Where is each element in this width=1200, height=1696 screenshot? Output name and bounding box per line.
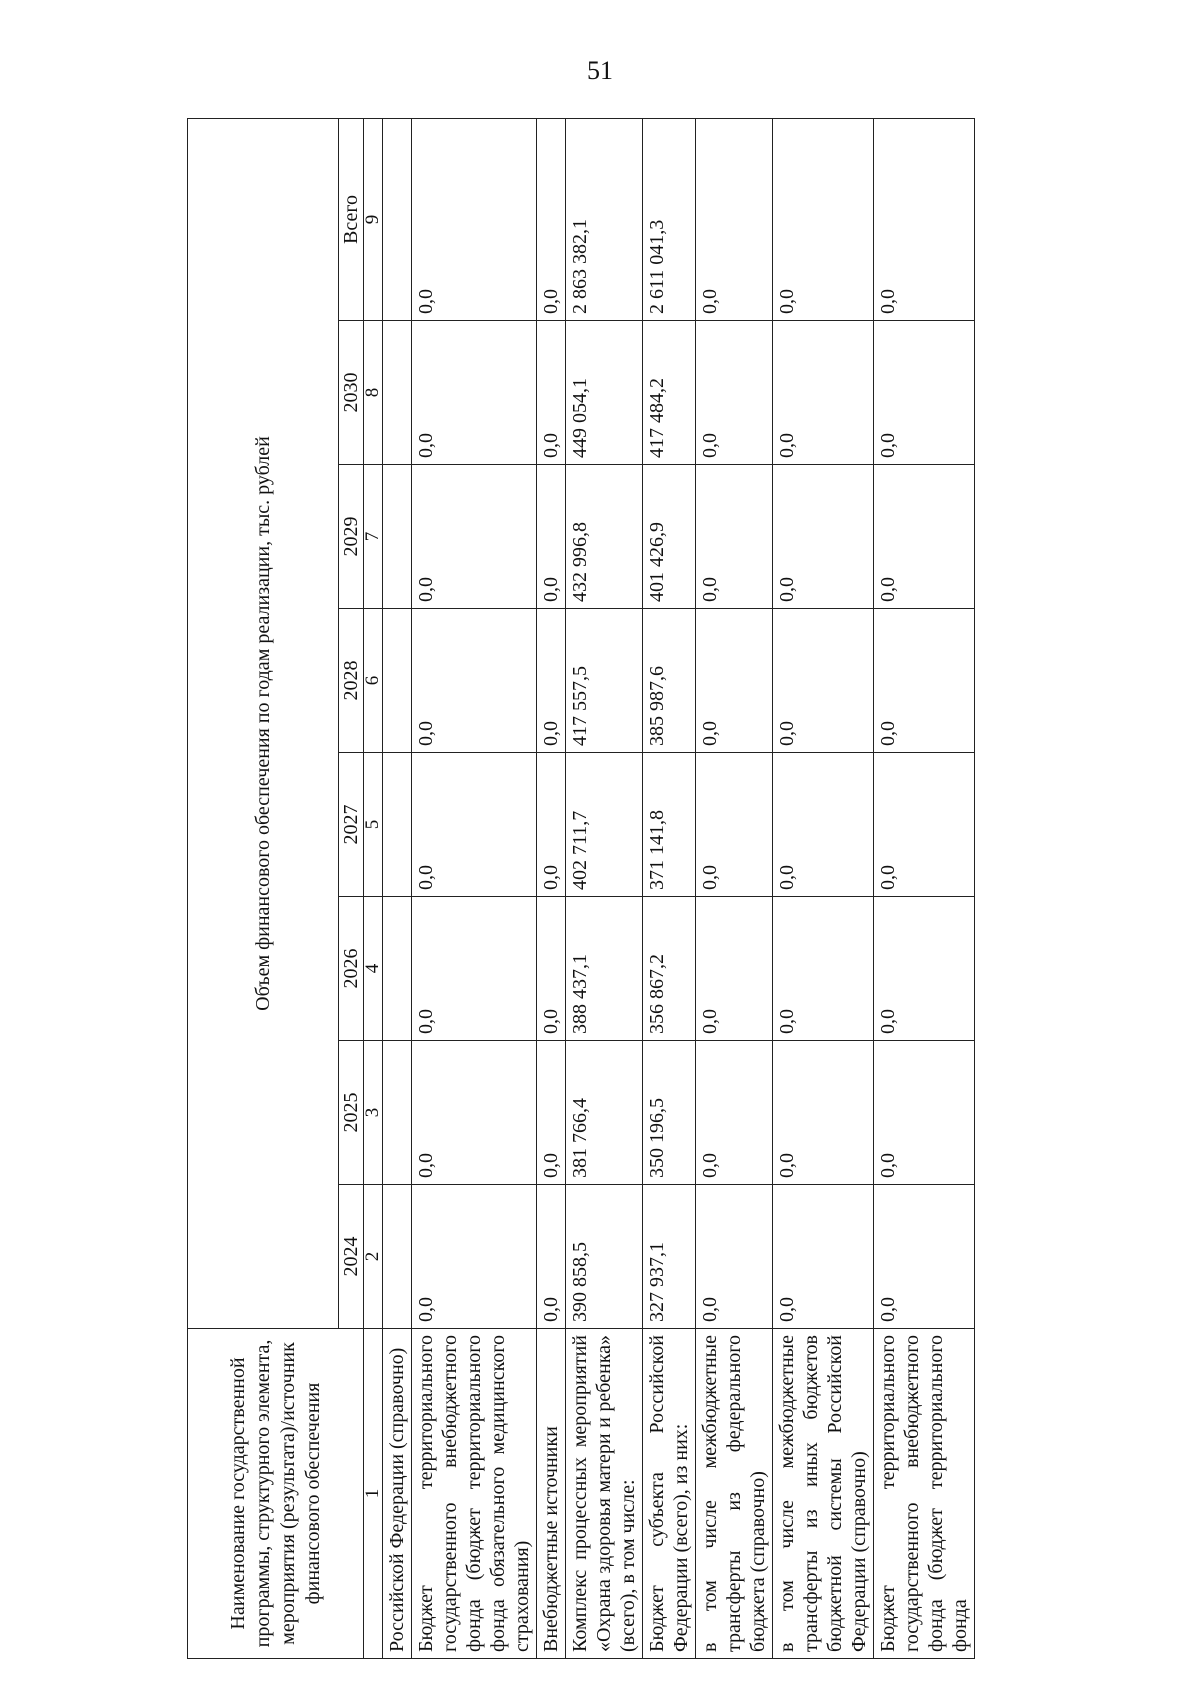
value-cell: 0,0	[773, 465, 874, 609]
volume-header: Объем финансового обеспечения по годам реализации, тыс. рублей	[188, 118, 339, 1328]
value-cell: 0,0	[696, 465, 773, 609]
column-index: 2	[364, 1185, 383, 1329]
value-cell: 0,0	[874, 609, 975, 753]
value-cell: 350 196,5	[643, 1041, 696, 1185]
table-row	[566, 118, 643, 1658]
value-cell: 0,0	[537, 118, 566, 320]
value-cell: 0,0	[412, 321, 537, 465]
value-cell: 0,0	[412, 1041, 537, 1185]
table-row	[412, 118, 537, 1658]
value-cell	[383, 897, 412, 1041]
value-cell: 0,0	[412, 753, 537, 897]
row-name: Комплекс процессных мероприятий «Охрана здоровья матери и ребенка» (всего), в том числе:	[566, 1329, 643, 1659]
value-cell: 0,0	[537, 1041, 566, 1185]
value-cell: 0,0	[773, 753, 874, 897]
value-cell: 0,0	[874, 118, 975, 320]
value-cell: 0,0	[874, 753, 975, 897]
value-cell: 390 858,5	[566, 1185, 643, 1329]
value-cell: 0,0	[696, 1185, 773, 1329]
value-cell: 0,0	[412, 465, 537, 609]
value-cell: 0,0	[874, 1185, 975, 1329]
value-cell: 0,0	[537, 1185, 566, 1329]
year-header: 2026	[339, 897, 364, 1041]
value-cell: 2 863 382,1	[566, 118, 643, 320]
table-row	[773, 118, 874, 1658]
column-index: 4	[364, 897, 383, 1041]
value-cell: 0,0	[773, 1041, 874, 1185]
row-name: Российской Федерации (справочно)	[383, 1329, 412, 1659]
value-cell: 432 996,8	[566, 465, 643, 609]
value-cell: 356 867,2	[643, 897, 696, 1041]
table-body	[383, 118, 975, 1658]
value-cell: 401 426,9	[643, 465, 696, 609]
value-cell: 0,0	[412, 897, 537, 1041]
row-name: Бюджет территориального государственного внебюджетного фонда (бюджет территориального фонда обязательного медицинского страхования)	[412, 1329, 537, 1659]
column-header-name: Наименование государственной программы, структурного элемента, мероприятия (результата)/источник финансового обеспечения	[188, 1329, 364, 1659]
value-cell: 0,0	[696, 609, 773, 753]
value-cell: 0,0	[696, 897, 773, 1041]
value-cell: 0,0	[412, 118, 537, 320]
value-cell: 388 437,1	[566, 897, 643, 1041]
value-cell: 0,0	[537, 897, 566, 1041]
value-cell: 0,0	[773, 897, 874, 1041]
value-cell: 0,0	[696, 118, 773, 320]
year-header: 2028	[339, 609, 364, 753]
column-index: 8	[364, 321, 383, 465]
value-cell: 0,0	[412, 609, 537, 753]
value-cell	[383, 465, 412, 609]
value-cell: 371 141,8	[643, 753, 696, 897]
index-row	[364, 118, 383, 1658]
value-cell: 0,0	[773, 609, 874, 753]
table-row	[874, 118, 975, 1658]
value-cell	[383, 118, 412, 320]
row-name: Бюджет субъекта Российской Федерации (всего), из них:	[643, 1329, 696, 1659]
row-name: в том числе межбюджетные трансферты из федерального бюджета (справочно)	[696, 1329, 773, 1659]
value-cell: 381 766,4	[566, 1041, 643, 1185]
column-index: 7	[364, 465, 383, 609]
value-cell: 417 484,2	[643, 321, 696, 465]
value-cell: 385 987,6	[643, 609, 696, 753]
rotated-table-inner	[187, 119, 1187, 1659]
value-cell: 0,0	[696, 1041, 773, 1185]
column-index: 3	[364, 1041, 383, 1185]
value-cell: 0,0	[537, 609, 566, 753]
year-header: 2030	[339, 321, 364, 465]
year-header: 2025	[339, 1041, 364, 1185]
value-cell: 449 054,1	[566, 321, 643, 465]
value-cell	[383, 1185, 412, 1329]
row-name: Бюджет территориального государственного внебюджетного фонда (бюджет территориального фонда	[874, 1329, 975, 1659]
value-cell: 0,0	[874, 321, 975, 465]
value-cell: 0,0	[537, 465, 566, 609]
column-index: 6	[364, 609, 383, 753]
value-cell: 0,0	[773, 118, 874, 320]
table-row	[696, 118, 773, 1658]
value-cell: 0,0	[874, 897, 975, 1041]
year-header: 2029	[339, 465, 364, 609]
table-row	[643, 118, 696, 1658]
value-cell: 0,0	[874, 465, 975, 609]
year-header: Всего	[339, 118, 364, 320]
rotated-table-area	[187, 119, 1187, 1659]
value-cell	[383, 609, 412, 753]
value-cell	[383, 1041, 412, 1185]
value-cell: 402 711,7	[566, 753, 643, 897]
value-cell: 0,0	[773, 321, 874, 465]
column-index: 5	[364, 753, 383, 897]
value-cell: 0,0	[696, 753, 773, 897]
value-cell	[383, 753, 412, 897]
value-cell: 2 611 041,3	[643, 118, 696, 320]
financing-table	[187, 118, 975, 1659]
value-cell: 0,0	[537, 321, 566, 465]
table-row	[537, 118, 566, 1658]
value-cell: 0,0	[874, 1041, 975, 1185]
value-cell: 0,0	[412, 1185, 537, 1329]
value-cell	[383, 321, 412, 465]
year-header: 2027	[339, 753, 364, 897]
page-number: 51	[587, 56, 613, 85]
value-cell: 327 937,1	[643, 1185, 696, 1329]
table-row	[383, 118, 412, 1658]
value-cell: 0,0	[537, 753, 566, 897]
value-cell: 417 557,5	[566, 609, 643, 753]
row-name: Внебюджетные источники	[537, 1329, 566, 1659]
year-header: 2024	[339, 1185, 364, 1329]
column-index: 9	[364, 118, 383, 320]
value-cell: 0,0	[773, 1185, 874, 1329]
row-name: в том числе межбюджетные трансферты из иных бюджетов бюджетной системы Российской Федерации (справочно)	[773, 1329, 874, 1659]
value-cell: 0,0	[696, 321, 773, 465]
column-index: 1	[364, 1329, 383, 1659]
